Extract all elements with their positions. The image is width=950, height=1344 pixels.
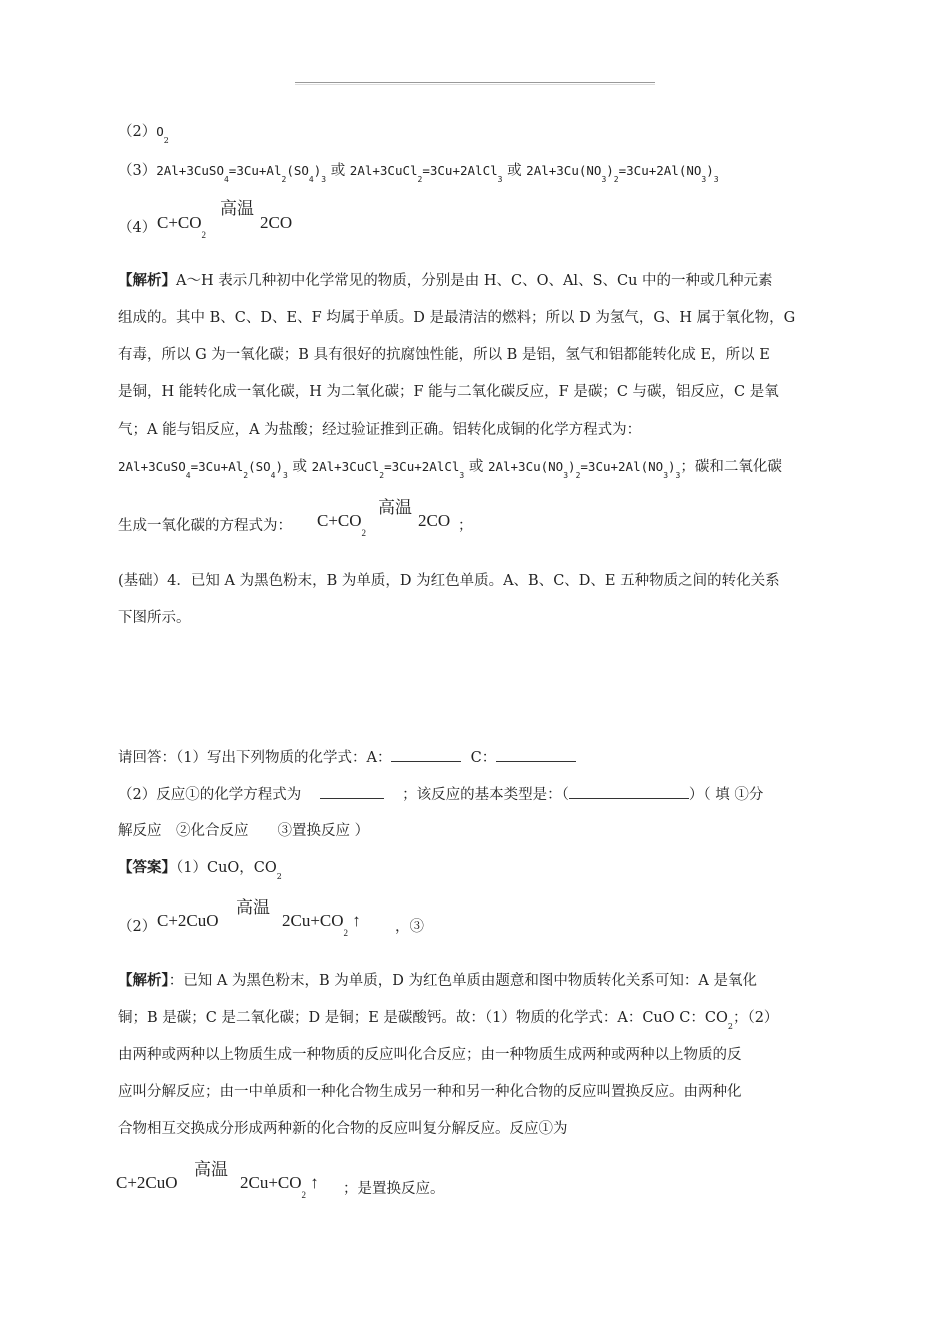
- answer-blank-c[interactable]: [496, 747, 576, 762]
- equation-3: [526, 163, 719, 184]
- eq-part: ): [275, 459, 284, 474]
- or-word: 或: [330, 163, 346, 179]
- or-word: 或: [507, 163, 522, 179]
- subscript: 2: [361, 528, 367, 538]
- subscript: 3: [321, 175, 327, 184]
- answer-blank-a[interactable]: [391, 747, 461, 762]
- reaction-condition: 高温: [236, 898, 270, 918]
- reaction-condition: 高温: [194, 1160, 228, 1180]
- text: ：已知 A 为黑色粉末，B 为单质，D 为红色单质由题意和图中物质转化关系可知：A 是氧化: [168, 973, 758, 989]
- eq-part: ): [313, 163, 322, 178]
- text: ；该反应的基本类型是：（: [402, 787, 569, 803]
- text: （1）CuO，CO: [176, 860, 277, 876]
- eq-part: 2Al+3CuSO: [118, 459, 186, 474]
- text: ）（ 填 ①分: [688, 787, 764, 803]
- subscript: 4: [270, 471, 276, 480]
- ask-line: [118, 747, 576, 768]
- equation-3: [487, 459, 681, 480]
- subscript: 4: [185, 471, 191, 480]
- text: ；碳和二氧化碳: [680, 459, 782, 475]
- eq-part: (SO: [286, 163, 309, 178]
- eq-part: 2Al+3CuCl: [311, 459, 380, 474]
- analysis-line: 合物相互交换成分形成两种新的化合物的反应叫复分解反应。反应①为: [118, 1121, 568, 1137]
- answer-3-line: [118, 161, 719, 184]
- subscript: 3: [663, 471, 669, 480]
- text: A～H 表示几种初中化学常见的物质，分别是由 H、C、O、Al、S、Cu 中的一种或几种元素: [176, 273, 773, 289]
- equation-left: [317, 511, 367, 538]
- subscript: 3: [713, 175, 719, 184]
- item-number: （3）: [118, 163, 157, 179]
- analysis-line: 有毒，所以 G 为一氧化碳；B 具有很好的抗腐蚀性能，所以 B 是铝，氢气和铝都能转化成 E，所以 E: [118, 347, 770, 363]
- question-line: 下图所示。: [118, 610, 191, 626]
- analysis-label: 【解析】: [118, 272, 176, 289]
- eq-part: C+CO: [317, 511, 362, 530]
- analysis-line: 是铜，H 能转化成一氧化碳，H 为二氧化碳；F 能与二氧化碳反应，F 是碳；C 与碳，铝反应，C 是氧: [118, 384, 779, 400]
- analysis-line: 组成的。其中 B、C、D、E、F 均属于单质。D 是最清洁的燃料；所以 D 为氢气，G、H 属于氧化物，G: [118, 310, 796, 326]
- equation-1: [118, 459, 288, 480]
- or-word: 或: [292, 459, 307, 475]
- subscript: 3: [701, 175, 707, 184]
- gas-arrow-icon: ↑: [310, 1173, 319, 1192]
- analysis-line: [118, 1008, 779, 1031]
- eq-part: =3Cu+2AlCl: [384, 459, 460, 474]
- analysis-line: 由两种或两种以上物质生成一种物质的反应叫化合反应；由一种物质生成两种或两种以上物质的反: [118, 1047, 742, 1063]
- eq-part: =3Cu+2AlCl: [422, 163, 498, 178]
- text: ；: [458, 518, 473, 534]
- equation-left: [157, 213, 207, 240]
- subscript: 2: [276, 872, 282, 881]
- eq-part: =3Cu+Al: [190, 459, 244, 474]
- subscript: 3: [497, 175, 503, 184]
- item-number: （4）: [118, 220, 157, 236]
- answer-2-line: [118, 122, 169, 145]
- eq-part: 2Al+3Cu(NO: [487, 459, 564, 474]
- text: ；是置换反应。: [343, 1181, 445, 1197]
- equation-right: [240, 1173, 319, 1200]
- text: C：: [470, 750, 497, 766]
- analysis-line: [118, 971, 757, 991]
- subscript: 3: [283, 471, 288, 480]
- eq-part: =3Cu+2Al(NO: [580, 459, 664, 474]
- eq-part: 2Al+3Cu(NO: [526, 163, 602, 178]
- equation-2: [311, 459, 465, 480]
- analysis-line: 生成一氧化碳的方程式为：: [118, 518, 292, 534]
- eq-part: =3Cu+Al: [228, 163, 282, 178]
- header-rule: [295, 82, 655, 83]
- eq-part: ): [606, 163, 614, 178]
- analysis-line: 应叫分解反应；由一中单质和一种化合物生成另一种和另一种化合物的反应叫置换反应。由两种化: [118, 1084, 742, 1100]
- answer-label: 【答案】: [118, 859, 176, 876]
- equation-1: [156, 163, 327, 184]
- answer-line: [118, 858, 282, 881]
- analysis-line: [118, 271, 773, 291]
- analysis-line: 气；A 能与铝反应，A 为盐酸；经过验证推到正确。铝转化成铜的化学方程式为：: [118, 422, 642, 438]
- gas-arrow-icon: ↑: [352, 911, 361, 930]
- eq-part: 2Al+3CuSO: [156, 163, 224, 178]
- subscript: 2: [281, 175, 287, 184]
- eq-part: 2Al+3CuCl: [349, 163, 418, 178]
- analysis-label: 【解析】: [118, 972, 169, 989]
- question-line: (基础）4．已知 A 为黑色粉末，B 为单质，D 为红色单质。A、B、C、D、E 五种物质之间的转化关系: [118, 573, 780, 589]
- subscript: 2: [727, 1022, 733, 1031]
- text: ；（2）: [732, 1010, 779, 1026]
- subscript: 3: [601, 175, 607, 184]
- eq-part: =3Cu+2Al(NO: [618, 163, 702, 178]
- subscript: 2: [163, 136, 169, 145]
- equation-right: 2CO: [260, 213, 293, 232]
- subscript: 4: [223, 175, 229, 184]
- eq-part: C+CO: [157, 213, 202, 232]
- text: 铜；B 是碳；C 是二氧化碳；D 是铜；E 是碳酸钙。故：（1）物质的化学式：A：CuO C：CO: [118, 1010, 728, 1026]
- reaction-condition: 高温: [220, 199, 254, 219]
- eq-part: 2Cu+CO: [240, 1173, 302, 1192]
- item-number: （2）: [118, 124, 157, 140]
- answer-blank-type[interactable]: [569, 784, 689, 799]
- subscript: 2: [575, 471, 581, 480]
- subscript: 2: [379, 471, 385, 480]
- subscript: 2: [201, 230, 207, 240]
- eq-part: ): [668, 459, 676, 474]
- or-word: 或: [468, 459, 484, 475]
- eq-part: ): [568, 459, 576, 474]
- subscript: 4: [308, 175, 314, 184]
- subscript: 2: [417, 175, 423, 184]
- subscript: 2: [301, 1190, 307, 1200]
- item-number: （2）: [118, 919, 157, 935]
- text: 请回答：（1）写出下列物质的化学式：A：: [118, 750, 392, 766]
- subscript: 3: [459, 471, 465, 480]
- ask-line: 解反应 ②化合反应 ③置换反应 ）: [118, 823, 370, 839]
- subscript: 2: [343, 928, 349, 938]
- subscript: 3: [675, 471, 681, 480]
- eq-part: ): [706, 163, 714, 178]
- subscript: 2: [613, 175, 619, 184]
- equation-left: C+2CuO: [157, 911, 219, 930]
- subscript: 2: [243, 471, 249, 480]
- text: ，③: [395, 919, 424, 935]
- reaction-condition: 高温: [378, 498, 412, 518]
- ask-line: [118, 784, 763, 805]
- eq-part: (SO: [248, 459, 271, 474]
- analysis-equation-line: [118, 457, 782, 480]
- eq-part: 2Cu+CO: [282, 911, 344, 930]
- equation-2: [349, 163, 503, 184]
- answer-blank-equation[interactable]: [320, 784, 384, 799]
- equation-left: C+2CuO: [116, 1173, 178, 1192]
- formula: O: [156, 124, 164, 139]
- equation-right: 2CO: [418, 511, 451, 530]
- text: （2）反应①的化学方程式为: [118, 787, 302, 803]
- subscript: 3: [563, 471, 569, 480]
- equation-right: [282, 911, 361, 938]
